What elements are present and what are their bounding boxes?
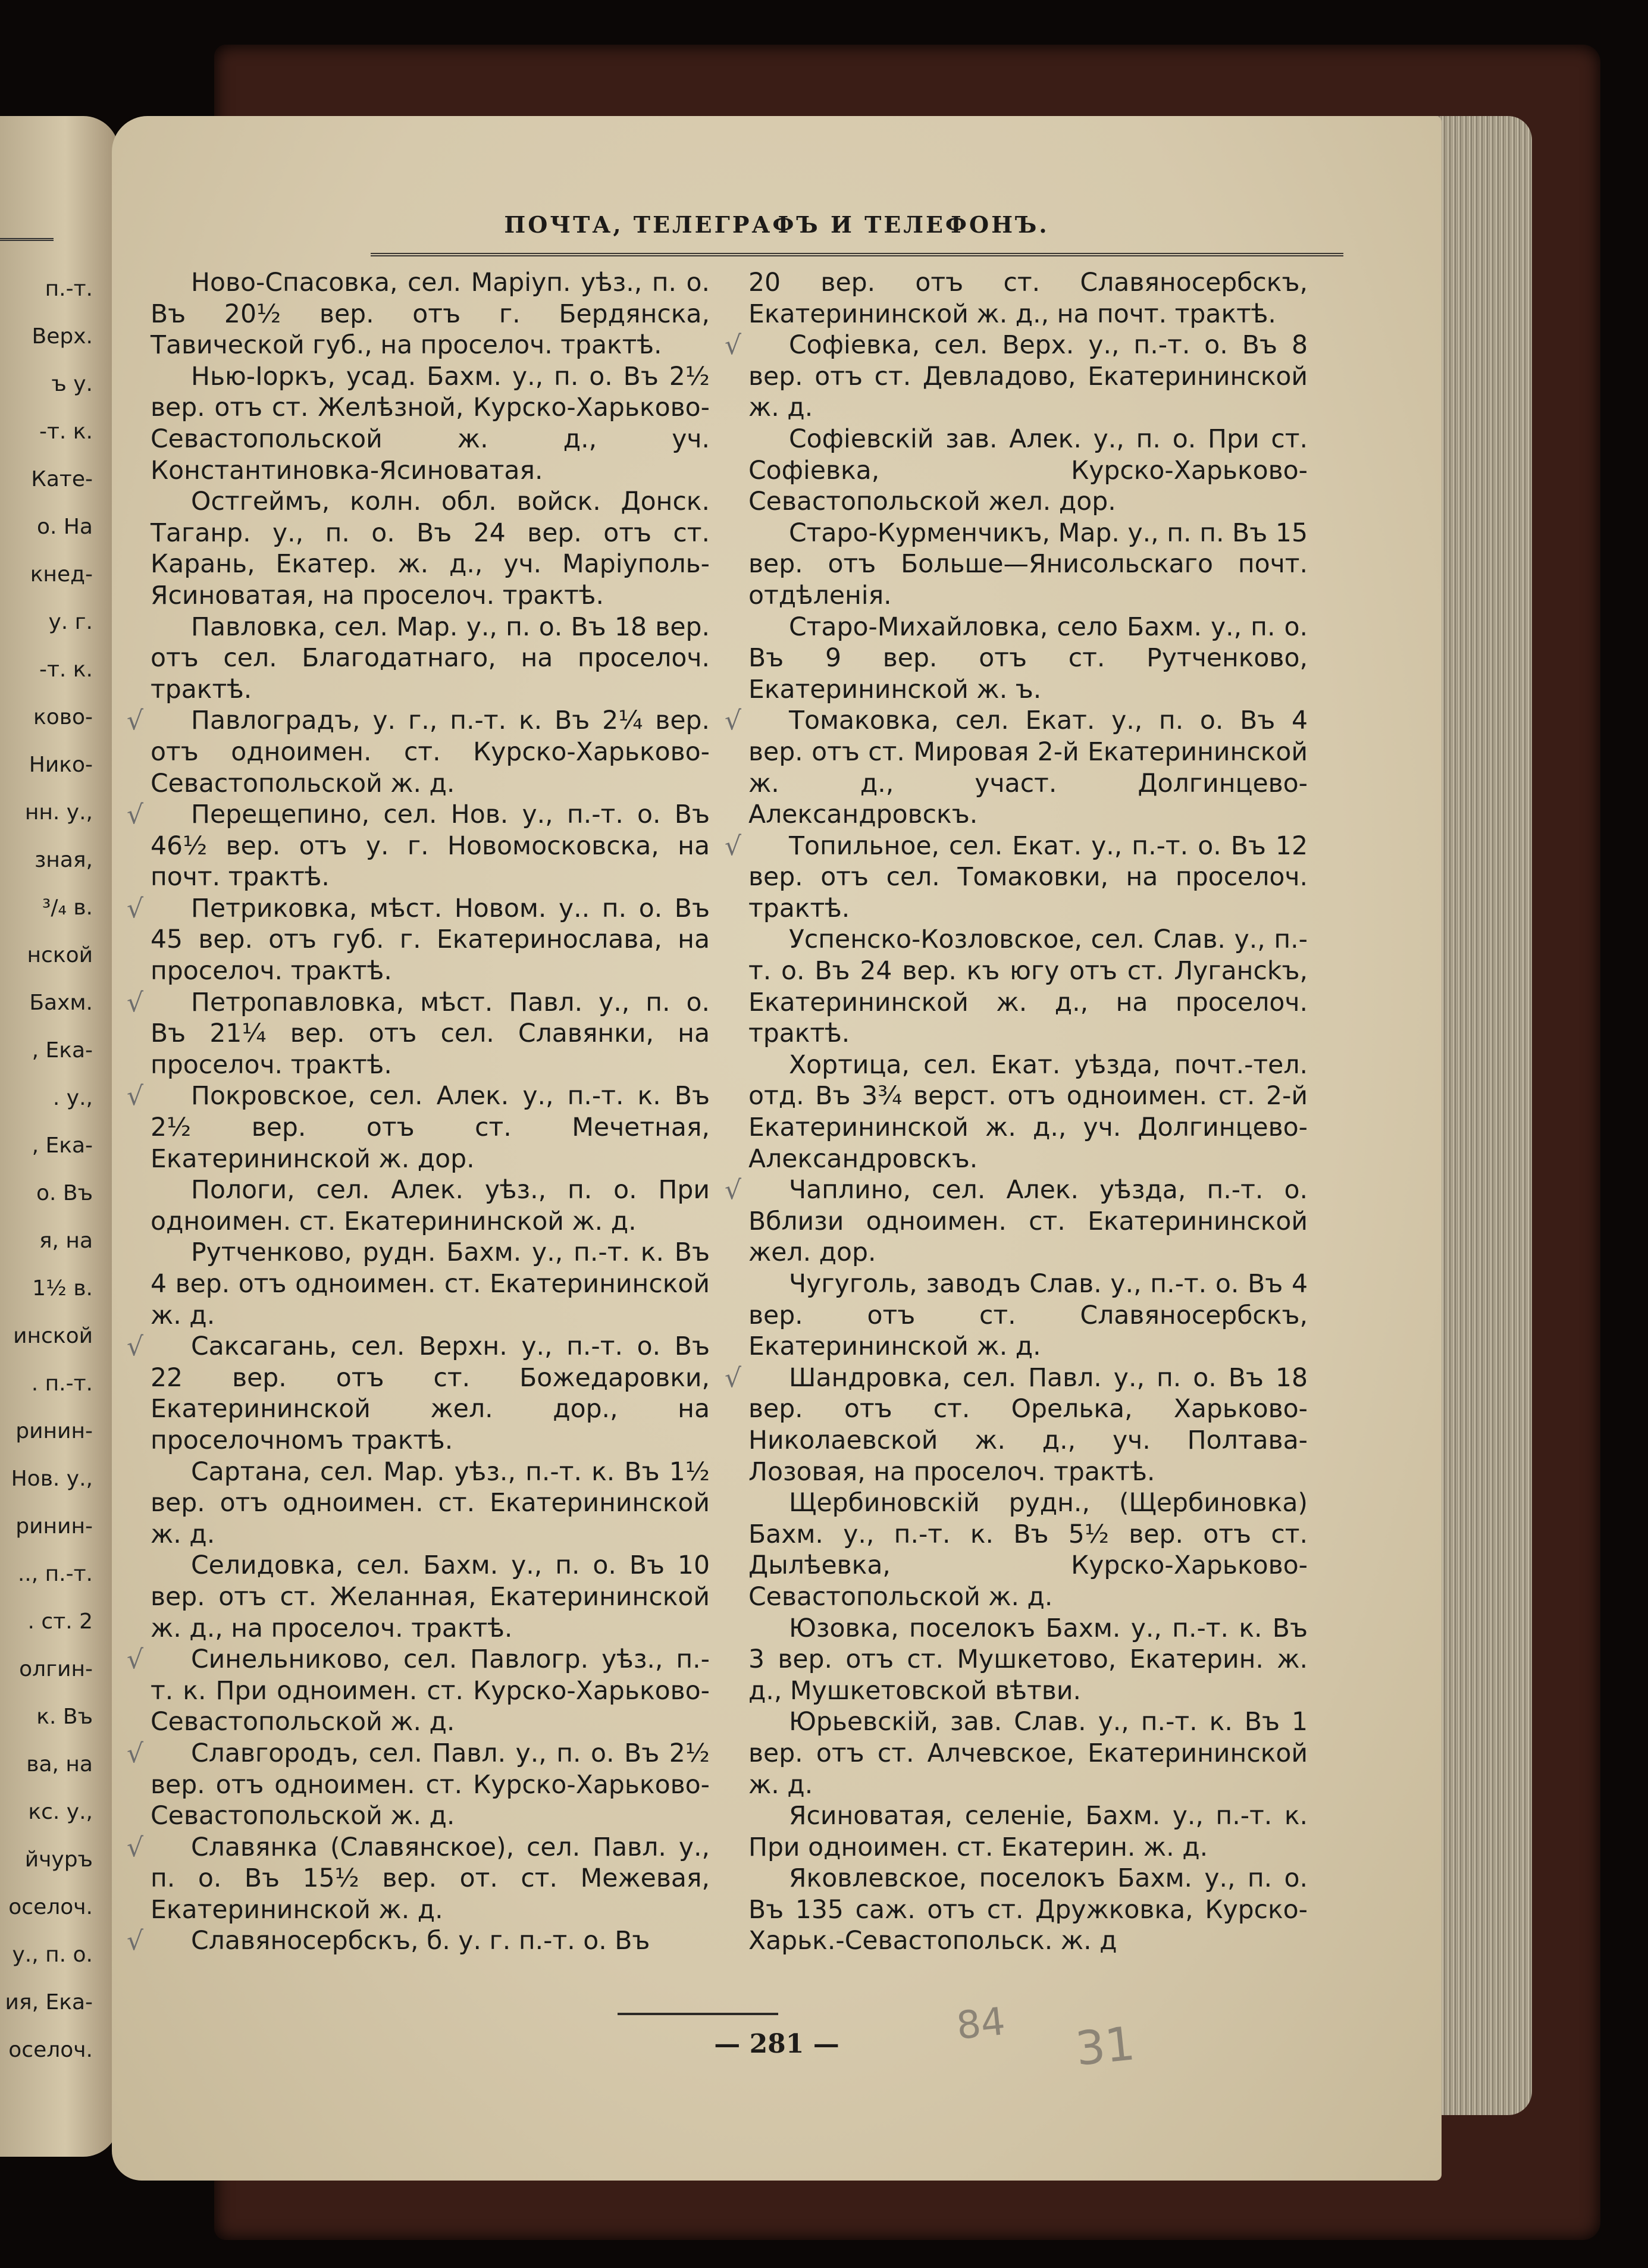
checkmark-icon: √ (725, 1175, 742, 1205)
directory-entry: Щербиновскій рудн., (Щербиновка) Бахм. у., п.-т. к. Въ 5½ вер. отъ ст. Дылѣевка, Курско-Харьково-Севастопольской ж. д. (748, 1489, 1308, 1612)
checkmark-icon: √ (127, 894, 144, 924)
directory-entry: Старо-Михайловка, село Бахм. у., п. о. Въ 9 вер. отъ ст. Рутченково, Екатерининской ж. ъ. (748, 612, 1308, 704)
running-head: ПОЧТА, ТЕЛЕГРАФЪ И ТЕЛЕФОНЪ. (504, 211, 1049, 238)
facing-page-line: Кате- (31, 467, 93, 491)
directory-entry: Славгородъ, сел. Павл. у., п. о. Въ 2½ вер. отъ одноимен. ст. Курско-Харьково-Севастопольской ж. д. (151, 1738, 710, 1831)
footer-rule (618, 2013, 778, 2015)
facing-page-line: оселоч. (8, 2038, 93, 2062)
facing-page-line: кнед- (30, 562, 93, 587)
facing-page-line: нской (27, 943, 93, 967)
facing-page-line: к. Въ (36, 1705, 93, 1729)
facing-page-line: у., п. о. (12, 1943, 93, 1967)
facing-page-line: 1½ в. (32, 1276, 93, 1301)
facing-page-line: Бахм. (29, 991, 93, 1015)
facing-page-fragment (0, 116, 119, 2157)
directory-entry: Саксагань, сел. Верхн. у., п.-т. о. Въ 22 вер. отъ ст. Божедаровки, Екатерининской жел. дор., на проселочномъ трактѣ. (151, 1332, 710, 1455)
facing-page-line: у. г. (48, 610, 93, 634)
facing-page-line: . у., (52, 1086, 93, 1110)
facing-page-line: . ст. 2 (27, 1609, 93, 1634)
checkmark-icon: √ (725, 330, 742, 361)
checkmark-icon: √ (725, 706, 742, 736)
facing-page-line: оселоч. (8, 1895, 93, 1919)
facing-page-line: -т. к. (39, 657, 93, 682)
facing-page-line: Нико- (29, 753, 93, 777)
checkmark-icon: √ (127, 1081, 144, 1111)
facing-page-line: , Ека- (32, 1133, 93, 1158)
checkmark-icon: √ (127, 1738, 144, 1769)
directory-entry: Остгеймъ, колн. обл. войск. Донск. Таганр. у., п. о. Въ 24 вер. отъ ст. Карань, Екатер. ж. д., уч. Маріуполь-Ясиноватая, на проселоч. трактѣ. (151, 487, 710, 610)
facing-page-line: йчуръ (24, 1847, 93, 1872)
directory-entry: Петриковка, мѣст. Новом. у.. п. о. Въ 45 вер. отъ губ. г. Екатеринослава, на проселоч. трактѣ. (151, 894, 710, 986)
facing-page-line: Нов. у., (11, 1467, 93, 1491)
checkmark-icon: √ (127, 1644, 144, 1675)
facing-page-line: инской (13, 1324, 93, 1348)
directory-entry: Старо-Курменчикъ, Мар. у., п. п. Въ 15 вер. отъ Больше—Янисольскаго почт. отдѣленія. (748, 518, 1308, 610)
directory-entry: Петропавловка, мѣст. Павл. у., п. о. Въ 21¼ вер. отъ сел. Славянки, на проселоч. трактѣ. (151, 988, 710, 1080)
directory-entry: 20 вер. отъ ст. Славяносербскъ, Екатерининской ж. д., на почт. трактѣ. (748, 268, 1308, 329)
facing-page-line: -т. к. (39, 419, 93, 444)
checkmark-icon: √ (725, 1363, 742, 1393)
directory-entry: Чаплино, сел. Алек. уѣзда, п.-т. о. Вблизи одноимен. ст. Екатерининской жел. дор. (748, 1176, 1308, 1268)
directory-entry: Софіевка, сел. Верх. у., п.-т. о. Въ 8 вер. отъ ст. Девладово, Екатерининской ж. д. (748, 331, 1308, 423)
pencil-note: 84 (954, 1999, 1008, 2049)
directory-entry: Синельниково, сел. Павлогр. уѣз., п.-т. к. При одноимен. ст. Курско-Харьково-Севастопольской ж. д. (151, 1645, 710, 1737)
checkmark-icon: √ (127, 800, 144, 830)
directory-entry: Павловка, сел. Мар. у., п. о. Въ 18 вер. отъ сел. Благодатнаго, на проселоч. трактѣ. (151, 612, 710, 704)
facing-page-line: нн. у., (24, 800, 93, 825)
facing-page-line: .., п.-т. (17, 1562, 93, 1586)
directory-entry: Софіевскій зав. Алек. у., п. о. При ст. Софіевка, Курско-Харьково-Севастопольской жел. дор. (748, 424, 1308, 517)
facing-page-line: п.-т. (45, 277, 93, 301)
directory-entry: Нью-Іоркъ, усад. Бахм. у., п. о. Въ 2½ вер. отъ ст. Желѣзной, Курско-Харьково-Севастопольской ж. д., уч. Константиновка-Ясиноватая. (151, 362, 710, 485)
checkmark-icon: √ (127, 988, 144, 1018)
facing-page-line: ва, на (26, 1752, 93, 1777)
facing-page-line: ъ у. (51, 372, 93, 396)
header-rule (371, 253, 1343, 256)
left-column (127, 268, 710, 1957)
directory-entry: Павлоградъ, у. г., п.-т. к. Въ 2¼ вер. отъ одноимен. ст. Курско-Харьково-Севастопольской ж. д. (151, 706, 710, 798)
facing-page-line: зная, (35, 848, 93, 872)
directory-entry: Селидовка, сел. Бахм. у., п. о. Въ 10 вер. отъ ст. Желанная, Екатерининской ж. д., на проселоч. трактѣ. (151, 1551, 710, 1643)
right-column (725, 268, 1308, 1957)
directory-entry: Перещепино, сел. Нов. у., п.-т. о. Въ 46½ вер. отъ у. г. Новомосковска, на почт. трактѣ. (151, 800, 710, 892)
directory-entry: Славяносербскъ, б. у. г. п.-т. о. Въ (191, 1926, 650, 1956)
checkmark-icon: √ (127, 1332, 144, 1362)
directory-entry: Ново-Спасовка, сел. Маріуп. уѣз., п. о. Въ 20½ вер. отъ г. Бердянска, Тавической губ., на проселоч. трактѣ. (151, 268, 710, 361)
directory-entry: Успенско-Козловское, сел. Слав. у., п.-т. о. Въ 24 вер. къ югу отъ ст. Лугансkъ, Екатерининской ж. д., на проселоч. трактѣ. (748, 925, 1308, 1049)
facing-page-line: кс. у., (28, 1800, 93, 1824)
directory-entry: Покровское, сел. Алек. у., п.-т. к. Въ 2½ вер. отъ ст. Мечетная, Екатерининской ж. дор. (151, 1082, 710, 1174)
directory-entry: Шандровка, сел. Павл. у., п. о. Въ 18 вер. отъ ст. Орелька, Харьково-Николаевской ж. д., уч. Полтава-Лозовая, на проселоч. трактѣ. (748, 1363, 1308, 1487)
facing-page-line: я, на (39, 1229, 93, 1253)
directory-entry: Ясиноватая, селеніе, Бахм. у., п.-т. к. При одноимен. ст. Екатерин. ж. д. (748, 1802, 1308, 1862)
directory-entry: Сартана, сел. Мар. уѣз., п.-т. к. Въ 1½ вер. отъ одноимен. ст. Екатерининской ж. д. (151, 1457, 710, 1549)
page-number: — 281 — (714, 2029, 839, 2059)
directory-entry: Чугуголь, заводъ Слав. у., п.-т. о. Въ 4 вер. отъ ст. Славяносербскъ, Екатерининской ж. д. (748, 1270, 1308, 1362)
facing-page-line: ³/₄ в. (42, 895, 93, 920)
facing-page-line: ринин- (15, 1419, 93, 1443)
directory-entry: Пологи, сел. Алек. уѣз., п. о. При одноимен. ст. Екатерининской ж. д. (151, 1176, 710, 1236)
directory-entry: Юзовка, поселокъ Бахм. у., п.-т. к. Въ 3 вер. отъ ст. Мушкетово, Екатерин. ж. д., Мушкетовской вѣтви. (748, 1614, 1308, 1706)
checkmark-icon: √ (127, 706, 144, 736)
directory-entry: Томаковка, сел. Екат. у., п. о. Въ 4 вер. отъ ст. Мировая 2-й Екатерининской ж. д., участ. Долгинцево-Александровскъ. (748, 706, 1308, 830)
facing-page-line: , Ека- (32, 1038, 93, 1063)
pencil-note: 31 (1073, 2017, 1138, 2076)
directory-entry: Рутченково, рудн. Бахм. у., п.-т. к. Въ 4 вер. отъ одноимен. ст. Екатерининской ж. д. (151, 1238, 710, 1330)
book-page (112, 116, 1442, 2181)
facing-page-line: ково- (33, 705, 93, 729)
checkmark-icon: √ (127, 1832, 144, 1863)
facing-page-line: . п.-т. (31, 1371, 93, 1396)
directory-entry: Славянка (Славянское), сел. Павл. у., п. о. Въ 15½ вер. от. ст. Межевая, Екатерининской ж. д. (151, 1832, 710, 1925)
checkmark-icon: √ (127, 1926, 144, 1956)
directory-entry: Юрьевскій, зав. Слав. у., п.-т. к. Въ 1 вер. отъ ст. Алчевское, Екатерининской ж. д. (748, 1708, 1308, 1800)
facing-page-line: олгин- (19, 1657, 93, 1681)
facing-page-line: о. Въ (36, 1181, 93, 1205)
facing-page-line: Верх. (32, 324, 93, 349)
directory-entry: Хортица, сел. Екат. уѣзда, почт.-тел. отд. Въ 3¾ верст. отъ одноимен. ст. 2-й Екатерининской ж. д., уч. Долгинцево-Александровскъ. (748, 1050, 1308, 1174)
directory-entry: Топильное, сел. Екат. у., п.-т. о. Въ 12 вер. отъ сел. Томаковки, на проселоч. трактѣ. (748, 831, 1308, 923)
facing-page-line: ринин- (15, 1514, 93, 1539)
facing-page-rule (0, 238, 54, 241)
facing-page-line: ия, Ека- (5, 1990, 93, 2015)
directory-entry: Яковлевское, поселокъ Бахм. у., п. о. Въ 135 саж. отъ ст. Дружковка, Курско-Харьк.-Севастопольск. ж. д (748, 1864, 1308, 1956)
facing-page-line: о. На (36, 515, 93, 539)
checkmark-icon: √ (725, 831, 742, 862)
